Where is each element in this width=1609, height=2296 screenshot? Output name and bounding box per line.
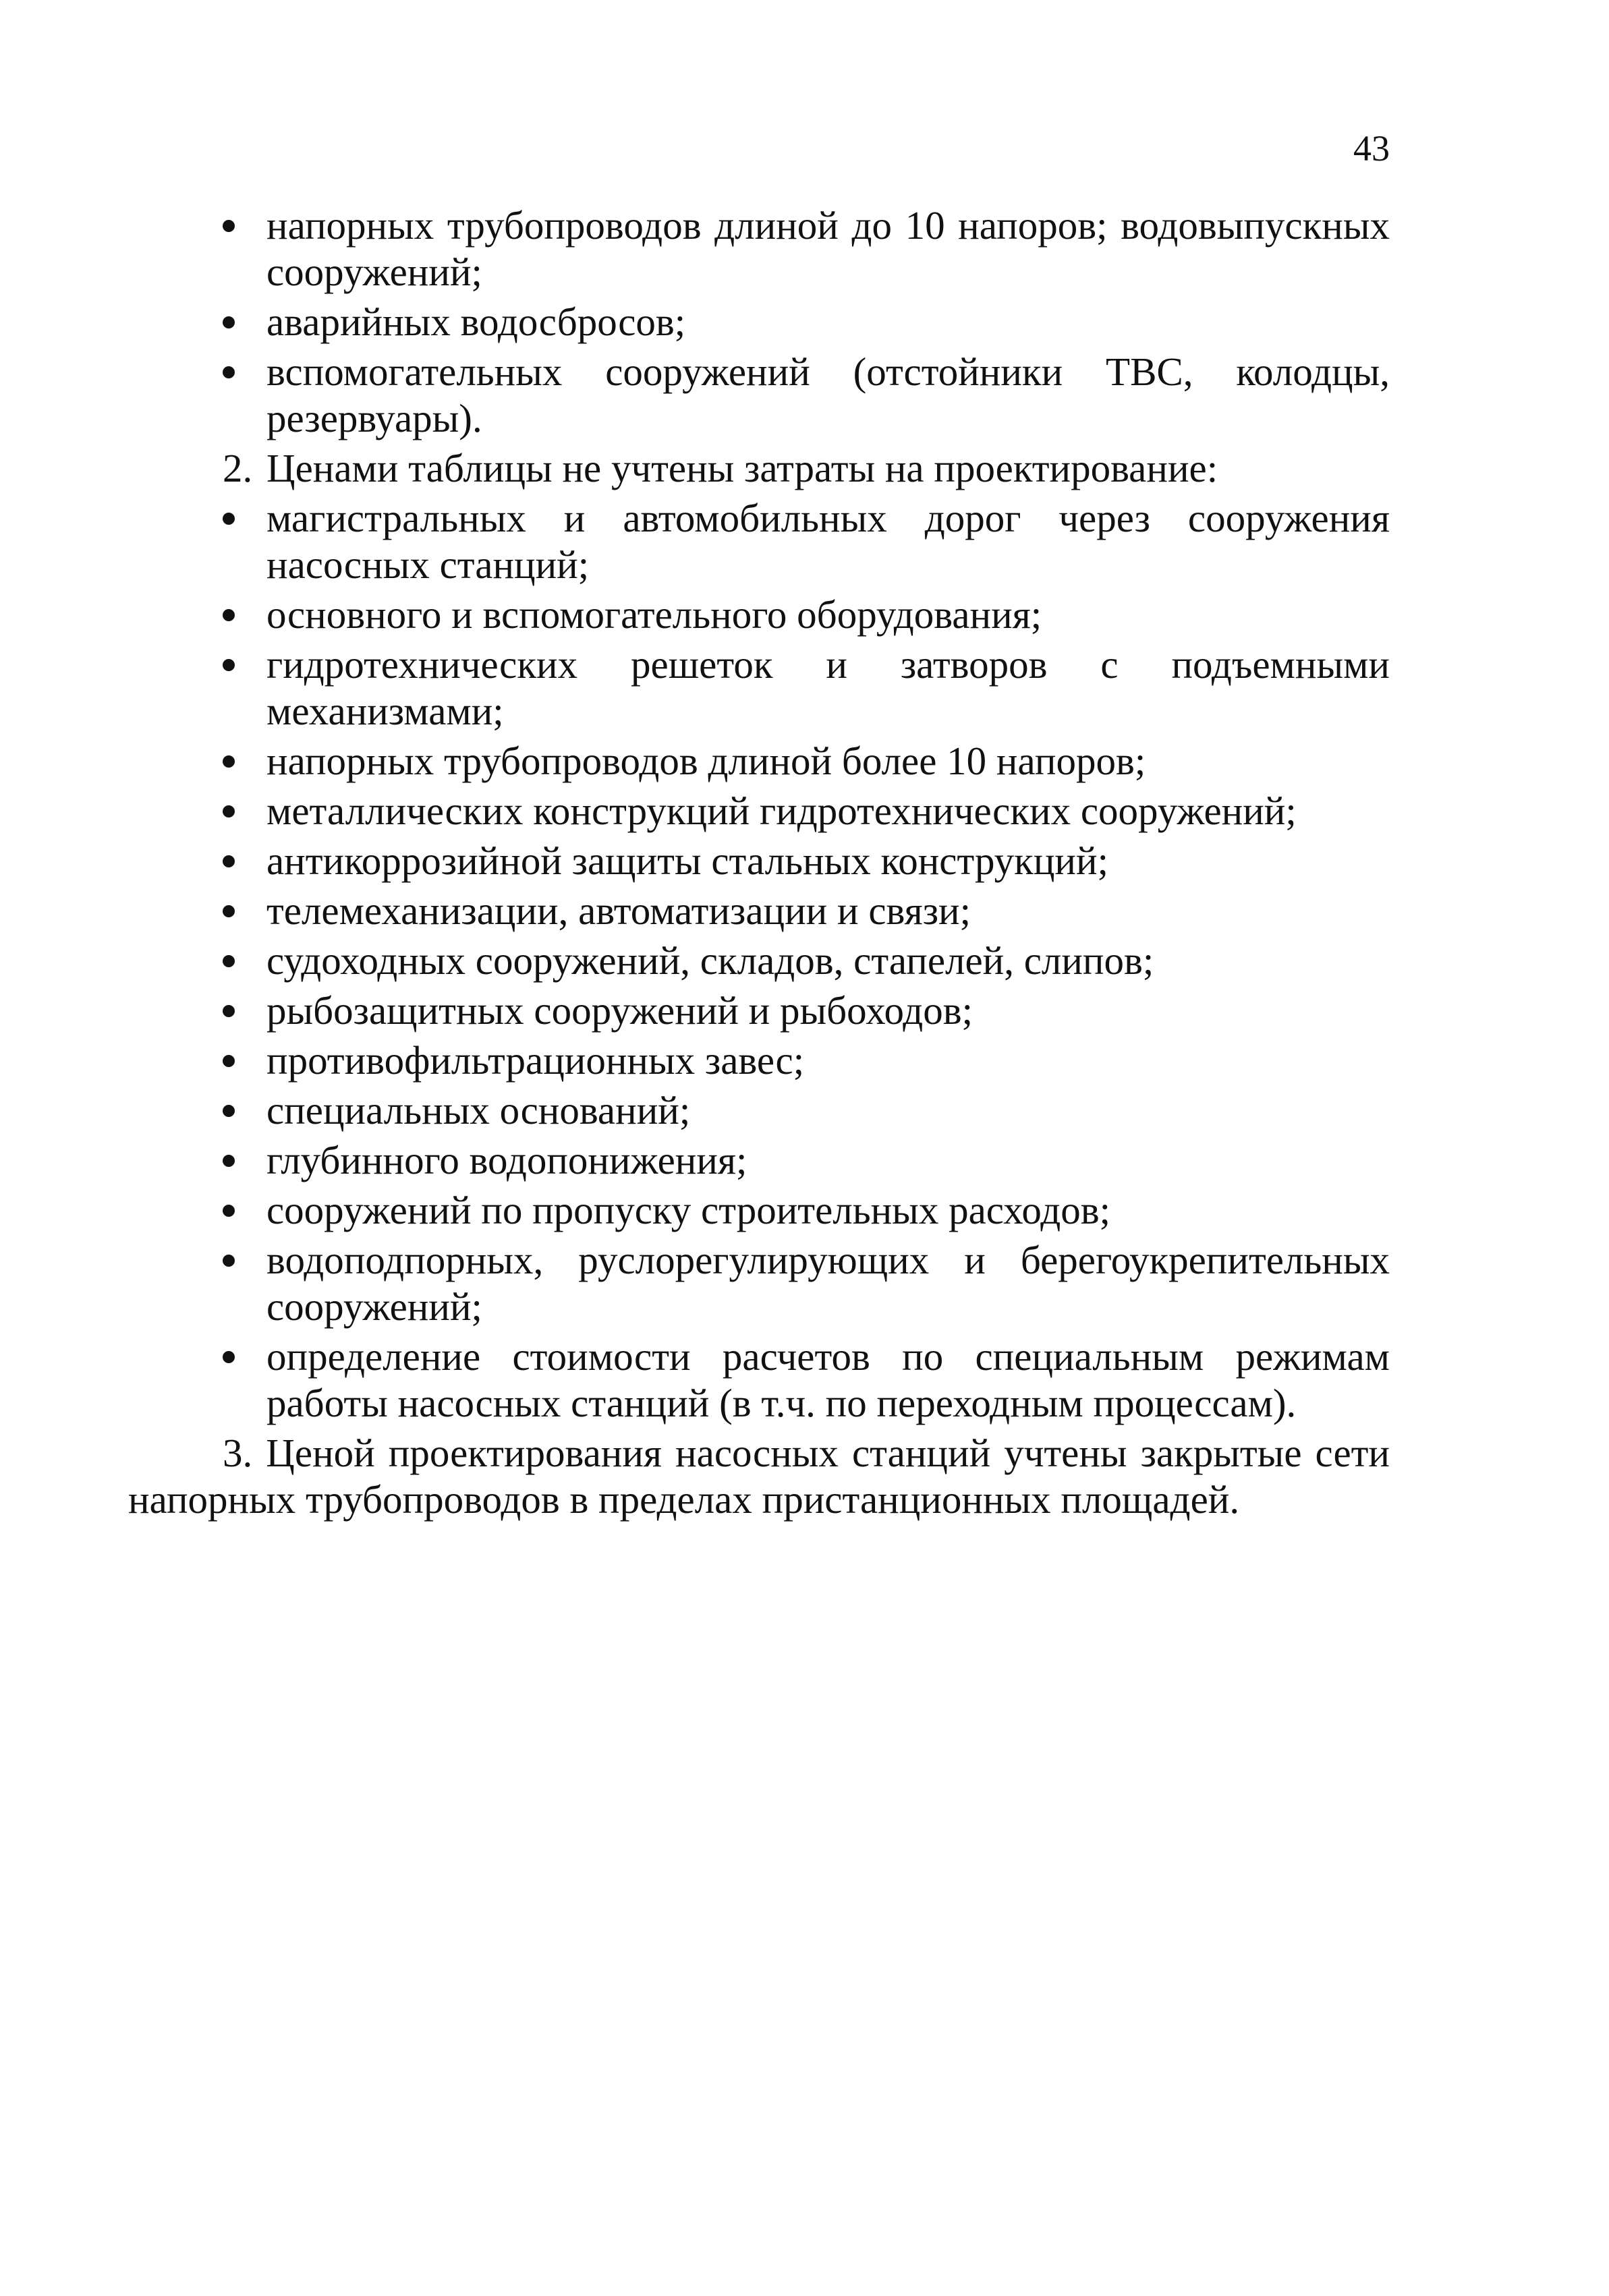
- list-item-text: вспомогательных сооружений (отстойники ТВС, колодцы, резервуары).: [266, 349, 1390, 440]
- numbered-item-2: [128, 445, 1390, 492]
- list-item-text: магистральных и автомобильных дорог через сооружения насосных станций;: [266, 496, 1390, 587]
- item-text: Ценами таблицы не учтены затраты на проектирование:: [266, 446, 1218, 490]
- list-item: [128, 838, 1390, 884]
- list-item: [128, 349, 1390, 442]
- list-item-text: гидротехнических решеток и затворов с подъемными механизмами;: [266, 642, 1390, 733]
- list-item-text: глубинного водопонижения;: [266, 1138, 747, 1182]
- list-item: [128, 1237, 1390, 1330]
- list-item-text: судоходных сооружений, складов, стапелей, слипов;: [266, 938, 1154, 983]
- list-item: [128, 299, 1390, 345]
- list-item: [128, 495, 1390, 588]
- list-item: [128, 1333, 1390, 1427]
- list-item-text: основного и вспомогательного оборудования;: [266, 592, 1042, 637]
- page-number: 43: [1353, 128, 1390, 169]
- list-item: [128, 641, 1390, 735]
- list-item-text: телемеханизации, автоматизации и связи;: [266, 888, 971, 933]
- list-item-text: антикоррозийной защиты стальных конструкций;: [266, 838, 1108, 883]
- page-content: [128, 202, 1390, 1523]
- list-item-text: металлических конструкций гидротехнических сооружений;: [266, 788, 1297, 833]
- list-item-text: водоподпорных, руслорегулирующих и берегоукрепительных сооружений;: [266, 1238, 1390, 1329]
- list-item: [128, 738, 1390, 784]
- bullet-list-2: [128, 495, 1390, 1427]
- paragraph-3: 3. Ценой проектирования насосных станций учтены закрытые сети напорных трубопроводов в пределах пристанционных площадей.: [128, 1431, 1390, 1522]
- list-item-text: аварийных водосбросов;: [266, 299, 686, 344]
- list-item: [128, 1037, 1390, 1084]
- list-item-text: сооружений по пропуску строительных расходов;: [266, 1188, 1110, 1232]
- list-item: [128, 1187, 1390, 1234]
- list-item: [128, 938, 1390, 984]
- list-item: [128, 987, 1390, 1034]
- list-item: [128, 1087, 1390, 1134]
- list-item: [128, 788, 1390, 834]
- item-number: 2.: [223, 446, 253, 490]
- bullet-list-1: [128, 202, 1390, 442]
- list-item-text: определение стоимости расчетов по специальным режимам работы насосных станций (в т.ч. по переходным процессам).: [266, 1334, 1390, 1425]
- list-item: [128, 592, 1390, 638]
- list-item-text: напорных трубопроводов длиной до 10 напоров; водовыпускных сооружений;: [266, 203, 1390, 294]
- list-item: [128, 888, 1390, 934]
- list-item: [128, 1137, 1390, 1184]
- list-item-text: специальных оснований;: [266, 1088, 691, 1132]
- list-item-text: рыбозащитных сооружений и рыбоходов;: [266, 988, 973, 1033]
- list-item-text: противофильтрационных завес;: [266, 1038, 805, 1083]
- list-item-text: напорных трубопроводов длиной более 10 напоров;: [266, 739, 1146, 783]
- list-item: [128, 202, 1390, 295]
